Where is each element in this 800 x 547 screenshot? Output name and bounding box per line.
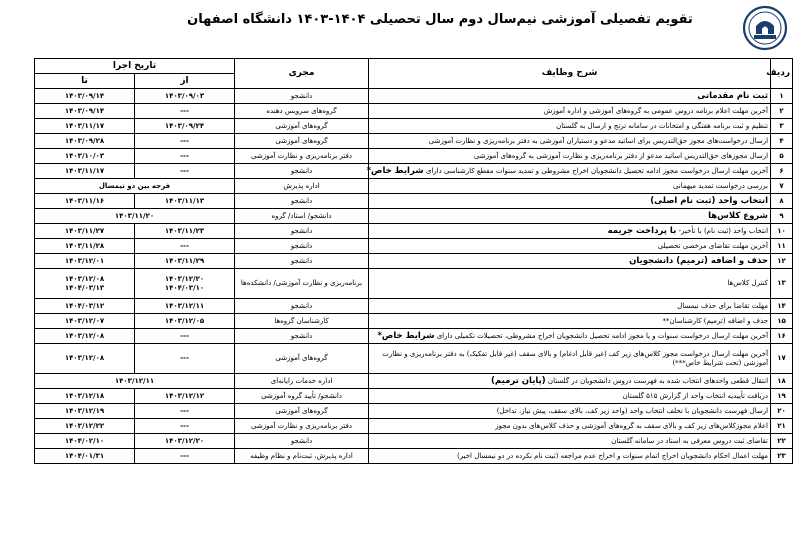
task-text: کنترل کلاس‌ها	[727, 279, 769, 287]
task-text: مهلت تقاضا برای حذف نیمسال	[677, 301, 769, 310]
task-text: بررسی درخواست تمدید میهمانی	[672, 181, 769, 190]
task-description	[366, 164, 771, 179]
row-number: ۱۷	[771, 344, 793, 374]
date-from: ۱۴۰۳/۱۱/۲۹	[135, 254, 235, 269]
task-description	[369, 194, 771, 209]
row-number: ۶	[771, 164, 793, 179]
row-number: ۱۴	[771, 299, 793, 314]
table-row	[35, 89, 793, 104]
table-row	[35, 344, 793, 374]
table-row	[35, 194, 793, 209]
date-from: ۱۴۰۳/۱۲/۲۰	[135, 434, 235, 449]
task-text: شروع کلاس‌ها	[708, 210, 769, 221]
task-description	[369, 239, 771, 254]
task-description	[369, 314, 771, 329]
executor: دانشجو/ تأیید گروه آموزشی	[235, 389, 369, 404]
executor: دانشجو	[235, 164, 369, 179]
date-span: فرجه بین دو نیمسال	[35, 179, 235, 194]
date-to: ۱۴۰۳/۱۲/۰۸	[35, 344, 135, 374]
task-text: حذف و اضافه (ترمیم) دانشجویان	[629, 255, 769, 266]
header	[0, 0, 800, 56]
task-text: ارسال فهرست دانشجویان با تخلف انتخاب واحد (واحد زیر کف، بالای سقف، پیش نیاز، تداخل)	[496, 406, 769, 415]
date-from: ---	[135, 164, 235, 179]
task-text: انتخاب واحد (ثبت نام) با تأخیر-	[678, 226, 769, 235]
task-description	[369, 299, 771, 314]
executor: گروه‌های آموزشی	[235, 404, 369, 419]
date-from: ۱۴۰۳/۱۲/۰۵	[135, 314, 235, 329]
task-text: اعلام مجوزکلاس‌های زیر کف و بالای سقف به گروه‌های آموزشی و حذف کلاس‌های بدون مجوز	[495, 421, 769, 430]
executor: گروه‌های آموزشی	[235, 119, 369, 134]
task-text: آخرین مهلت ارسال درخواست مجوز کلاس‌های زیر کف (غیر قابل ادغام) و بالای سقف (غیر قابل تفکیک) به دفتر برنامه‌ریزی و نظارت آموزشی (تحت شرایط خاص***)	[382, 349, 769, 367]
table-row	[35, 224, 793, 239]
executor: دانشجو	[235, 299, 369, 314]
task-description	[369, 374, 771, 389]
table-row	[35, 239, 793, 254]
task-description	[369, 449, 771, 464]
date-to: ۱۴۰۳/۱۲/۱۸	[35, 389, 135, 404]
task-text: آخرین مهلت اعلام برنامه دروس عمومی به گروه‌های آموزشی و اداره آموزش	[543, 106, 769, 115]
executor: دانشجو	[235, 434, 369, 449]
table-row	[35, 104, 793, 119]
header-row-number: ردیف	[771, 59, 793, 89]
header-from: از	[135, 74, 235, 89]
calendar-body	[35, 89, 793, 464]
row-number: ۴	[771, 134, 793, 149]
task-description	[369, 179, 771, 194]
table-row	[35, 269, 793, 299]
task-description	[369, 89, 771, 104]
date-to: ۱۴۰۳/۱۲/۰۸	[35, 329, 135, 344]
table-row	[35, 434, 793, 449]
page-title: تقویم تفصیلی آموزشی نیم‌سال دوم سال تحصیلی ۱۴۰۴-۱۴۰۳ دانشگاه اصفهان	[187, 12, 693, 27]
executor: گروه‌های سرویس دهنده	[235, 104, 369, 119]
task-text: دریافت تأییدیه انتخاب واحد از گزارش ۵۱۵ گلستان	[622, 391, 769, 400]
executor: دانشجو	[235, 254, 369, 269]
table-row	[35, 134, 793, 149]
date-to: ۱۴۰۳/۱۲/۰۸ ۱۴۰۴/۰۳/۱۳	[35, 269, 135, 299]
calendar-table	[34, 58, 793, 464]
table-row	[35, 299, 793, 314]
table-row	[35, 404, 793, 419]
task-highlight: شرایط خاص*	[377, 330, 435, 341]
table-row	[35, 449, 793, 464]
date-to: ۱۴۰۳/۱۱/۲۸	[35, 239, 135, 254]
executor: اداره پذیرش، ثبت‌نام و نظام وظیفه	[235, 449, 369, 464]
task-text: ارسال مجوزهای حق‌التدریس اساتید مدعو از دفتر برنامه‌ریزی و نظارت آموزشی به گروه‌های آموزشی	[473, 151, 769, 160]
executor: دانشجو	[235, 239, 369, 254]
table-row	[35, 329, 793, 344]
date-span: ۱۴۰۳/۱۱/۲۰	[35, 209, 235, 224]
row-number: ۲۰	[771, 404, 793, 419]
date-from: ---	[135, 239, 235, 254]
date-to: ۱۴۰۳/۱۱/۲۷	[35, 224, 135, 239]
table-row	[35, 419, 793, 434]
date-to: ۱۴۰۳/۱۲/۲۲	[35, 419, 135, 434]
task-description	[369, 104, 771, 119]
executor: گروه‌های آموزشی	[235, 344, 369, 374]
task-description	[369, 329, 771, 344]
task-description	[369, 344, 771, 374]
date-to: ۱۴۰۴/۰۳/۱۲	[35, 299, 135, 314]
date-from: ۱۴۰۳/۰۹/۲۴	[135, 119, 235, 134]
date-from: ---	[135, 104, 235, 119]
task-description	[369, 209, 771, 224]
executor: دانشجو	[235, 194, 369, 209]
row-number: ۲۳	[771, 449, 793, 464]
table-row	[35, 254, 793, 269]
row-number: ۱۲	[771, 254, 793, 269]
task-highlight: (پایان ترمیم)	[491, 375, 546, 386]
task-highlight: شرایط خاص*	[366, 165, 424, 176]
row-number: ۱	[771, 89, 793, 104]
executor: گروه‌های آموزشی	[235, 134, 369, 149]
row-number: ۸	[771, 194, 793, 209]
row-number: ۱۰	[771, 224, 793, 239]
task-text: مهلت اعمال احکام دانشجویان اخراج اتمام سنوات و اخراج عدم مراجعه (ثبت نام نکرده در دو نیمسال اخیر)	[457, 451, 769, 460]
row-number: ۲۱	[771, 419, 793, 434]
row-number: ۵	[771, 149, 793, 164]
task-text: تنظیم و ثبت برنامه هفتگی و امتحانات در سامانه ترنج و ارسال به گلستان	[556, 121, 769, 130]
task-description	[369, 254, 771, 269]
date-from: ---	[135, 404, 235, 419]
task-highlight: با پرداخت جریمه	[607, 225, 677, 236]
row-number: ۲۲	[771, 434, 793, 449]
date-from: ۱۴۰۳/۱۱/۲۳	[135, 224, 235, 239]
date-to: ۱۴۰۳/۱۱/۱۷	[35, 164, 135, 179]
date-from: ۱۴۰۳/۱۲/۱۱	[135, 299, 235, 314]
task-description	[369, 149, 771, 164]
date-from: ۱۴۰۳/۱۲/۲۰ ۱۴۰۴/۰۳/۱۰	[135, 269, 235, 299]
executor: دانشجو	[235, 89, 369, 104]
header-to: تا	[35, 74, 135, 89]
date-to: ۱۴۰۳/۱۲/۰۱	[35, 254, 135, 269]
date-from: ---	[135, 344, 235, 374]
date-to: ۱۴۰۳/۰۹/۲۸	[35, 134, 135, 149]
row-number: ۱۸	[771, 374, 793, 389]
table-row	[35, 314, 793, 329]
row-number: ۱۵	[771, 314, 793, 329]
date-from: ۱۴۰۳/۱۲/۱۲	[135, 389, 235, 404]
executor: اداره خدمات رایانه‌ای	[235, 374, 369, 389]
row-number: ۱۱	[771, 239, 793, 254]
table-row	[35, 209, 793, 224]
row-number: ۷	[771, 179, 793, 194]
executor: دفتر برنامه‌ریزی و نظارت آموزشی	[235, 149, 369, 164]
task-description	[369, 224, 771, 239]
university-logo	[742, 4, 788, 52]
task-text: ثبت نام مقدماتی	[697, 90, 769, 101]
task-text: آخرین مهلت تقاضای مرخصی تحصیلی	[657, 241, 769, 250]
task-description	[369, 119, 771, 134]
row-number: ۱۶	[771, 329, 793, 344]
row-number: ۱۳	[771, 269, 793, 299]
date-to: ۱۴۰۳/۱۱/۱۶	[35, 194, 135, 209]
date-to: ۱۴۰۴/۰۱/۳۱	[35, 449, 135, 464]
task-text: حذف و اضافه (ترمیم) کارشناسان**	[662, 316, 769, 325]
task-text: آخرین مهلت ارسال درخواست مجوز ادامه تحصیل دانشجویان اخراج مشروطی و تمدید سنوات مقطع کارشناسی دارای	[425, 166, 769, 175]
task-description	[369, 419, 771, 434]
task-description	[369, 389, 771, 404]
executor: دانشجو	[235, 224, 369, 239]
date-to: ۱۴۰۳/۱۱/۱۷	[35, 119, 135, 134]
task-text: آخرین مهلت ارسال درخواست سنوات و یا مجوز ادامه تحصیل دانشجویان اخراج مشروطی، تحصیلات تکمیلی دارای	[436, 331, 769, 340]
date-from: ---	[135, 134, 235, 149]
table-row	[35, 119, 793, 134]
date-to: ۱۴۰۳/۱۰/۰۳	[35, 149, 135, 164]
executor: دانشجو	[235, 329, 369, 344]
row-number: ۱۹	[771, 389, 793, 404]
row-number: ۹	[771, 209, 793, 224]
table-row	[35, 374, 793, 389]
task-description	[369, 404, 771, 419]
executor: کارشناسان گروه‌ها	[235, 314, 369, 329]
date-from: ۱۴۰۳/۱۱/۱۳	[135, 194, 235, 209]
date-to: ۱۴۰۳/۰۹/۱۴	[35, 104, 135, 119]
header-task: شرح وظایف	[369, 59, 771, 89]
header-date-group: تاریخ اجرا	[35, 59, 235, 74]
task-text: تقاضای ثبت دروس معرفی به استاد در سامانه گلستان	[611, 436, 769, 445]
executor: دفتر برنامه‌ریزی و نظارت آموزشی	[235, 419, 369, 434]
task-description	[369, 134, 771, 149]
date-from: ---	[135, 329, 235, 344]
table-row	[35, 164, 793, 179]
table-row	[35, 179, 793, 194]
date-to: ۱۴۰۴/۰۲/۱۰	[35, 434, 135, 449]
header-executor: مجری	[235, 59, 369, 89]
executor: اداره پذیرش	[235, 179, 369, 194]
date-span: ۱۴۰۳/۱۲/۱۱	[35, 374, 235, 389]
executor: دانشجو/ استاد/ گروه	[235, 209, 369, 224]
table-row	[35, 149, 793, 164]
date-from: ---	[135, 449, 235, 464]
date-to: ۱۴۰۳/۱۲/۱۹	[35, 404, 135, 419]
task-text: انتخاب واحد (ثبت نام اصلی)	[650, 195, 769, 206]
date-from: ---	[135, 419, 235, 434]
table-row	[35, 389, 793, 404]
date-from: ---	[135, 149, 235, 164]
date-to: ۱۴۰۳/۱۲/۰۷	[35, 314, 135, 329]
date-to: ۱۴۰۳/۰۹/۱۴	[35, 89, 135, 104]
row-number: ۳	[771, 119, 793, 134]
task-description	[369, 434, 771, 449]
task-text: انتقال قطعی واحدهای انتخاب شده به فهرست دروس دانشجویان در گلستان	[547, 376, 769, 385]
task-description	[369, 269, 771, 299]
task-text: ارسال درخواست‌های مجوز حق‌التدریس برای اساتید مدعو و دستیاران آموزشی به دفتر برنامه‌ریزی و نظارت آموزشی	[428, 136, 769, 145]
date-from: ۱۴۰۳/۰۹/۰۳	[135, 89, 235, 104]
row-number: ۲	[771, 104, 793, 119]
executor: برنامه‌ریزی و نظارت آموزشی/ دانشکده‌ها	[235, 269, 369, 299]
